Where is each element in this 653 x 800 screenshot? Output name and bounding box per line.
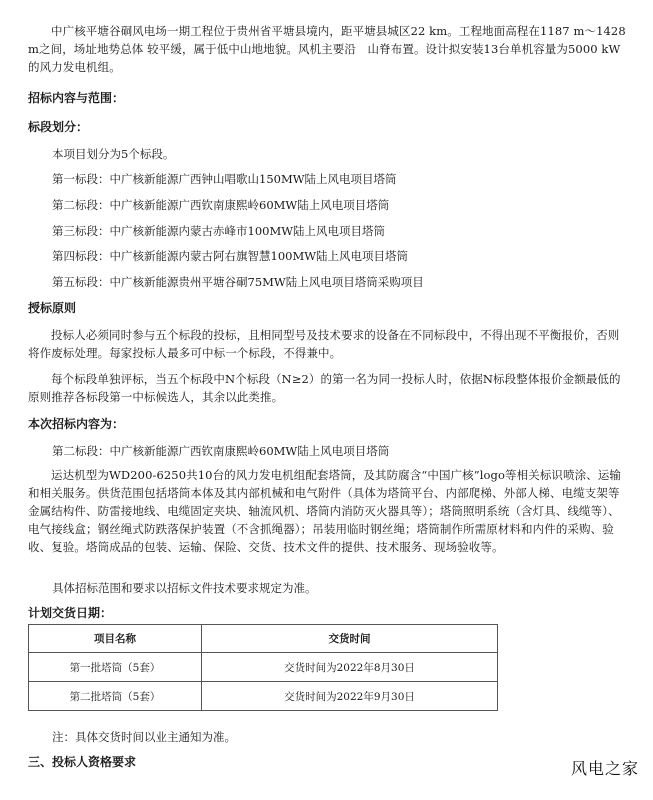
table-cell: 第二批塔筒（5套） <box>29 682 202 711</box>
table-cell: 交货时间为2022年9月30日 <box>202 682 498 711</box>
heading-qualification: 三、投标人资格要求 <box>28 755 137 769</box>
table-row <box>29 682 498 711</box>
table-row <box>29 653 498 682</box>
watermark-text: 风电之家 <box>570 759 639 778</box>
current-lot: 第二标段：中广核新能源广西钦南康熙岭60MW陆上风电项目塔筒 <box>52 444 390 458</box>
lot-item: 第五标段：中广核新能源贵州平塘谷硐75MW陆上风电项目塔筒采购项目 <box>52 275 424 289</box>
division-intro: 本项目划分为5个标段。 <box>52 147 175 161</box>
column-header: 交货时间 <box>202 625 498 653</box>
column-header: 项目名称 <box>29 625 202 653</box>
heading-current: 本次招标内容为： <box>28 417 125 431</box>
delivery-table <box>28 624 498 711</box>
current-scope-note: 具体招标范围和要求以招标文件技术要求规定为准。 <box>52 581 317 595</box>
current-paragraph: 运达机型为WD200-6250共10台的风力发电机组配套塔筒，及其防腐含“中国广核”logo等相关标识喷涂、运输和相关服务。供货范围包括塔筒本体及其内部机械和电气附件（具体为塔筒平台、内部爬梯、外部人梯、电缆支架等金属结构件、防雷接地线、电缆固定夹块、轴流风机、塔筒内消防灭火器具等）；塔筒照明系统（含灯具、线缆等）、电气接线盒；钢丝绳式防跌落保护装置（不含抓绳器）；吊装用临时钢丝绳；塔筒制作所需原材料和内件的采购、验收、复验。塔筒成品的包装、运输、保险、交货、技术文件的提供、技术服务、现场验收等。 <box>28 468 622 554</box>
table-cell: 交货时间为2022年8月30日 <box>202 653 498 682</box>
heading-delivery: 计划交货日期： <box>28 606 113 620</box>
table-header-row <box>29 625 498 653</box>
award-paragraph-2: 每个标段单独评标，当五个标段中N个标段（N≥2）的第一名为同一投标人时，依据N标段整体报价金额最低的原则推荐各标段第一中标候选人，其余以此类推。 <box>28 372 621 404</box>
award-paragraph-1: 投标人必须同时参与五个标段的投标，且相同型号及技术要求的设备在不同标段中，不得出现不平衡报价，否则将作废标处理。每家投标人最多可中标一个标段，不得兼中。 <box>28 328 620 360</box>
intro-paragraph: 中广核平塘谷硐风电场一期工程位于贵州省平塘县境内，距平塘县城区22 km。工程地面高程在1187 m～1428 m之间，场址地势总体 较平缓，属于低中山地地貌。风机主要沿 山脊布置。设计拟安装13台单机容量为5000 kW的风力发电机组。 <box>28 24 626 74</box>
lot-item: 第三标段：中广核新能源内蒙古赤峰市100MW陆上风电项目塔筒 <box>52 224 386 238</box>
lot-item: 第二标段：中广核新能源广西钦南康熙岭60MW陆上风电项目塔筒 <box>52 198 390 212</box>
delivery-note: 注：具体交货时间以业主通知为准。 <box>52 730 236 744</box>
lot-item: 第一标段：中广核新能源广西钟山唱歌山150MW陆上风电项目塔筒 <box>52 172 397 186</box>
heading-scope: 招标内容与范围： <box>28 91 125 105</box>
lot-item: 第四标段：中广核新能源内蒙古阿右旗智慧100MW陆上风电项目塔筒 <box>52 249 409 263</box>
heading-award: 授标原则 <box>28 301 77 315</box>
table-cell: 第一批塔筒（5套） <box>29 653 202 682</box>
heading-division: 标段划分： <box>28 120 89 134</box>
